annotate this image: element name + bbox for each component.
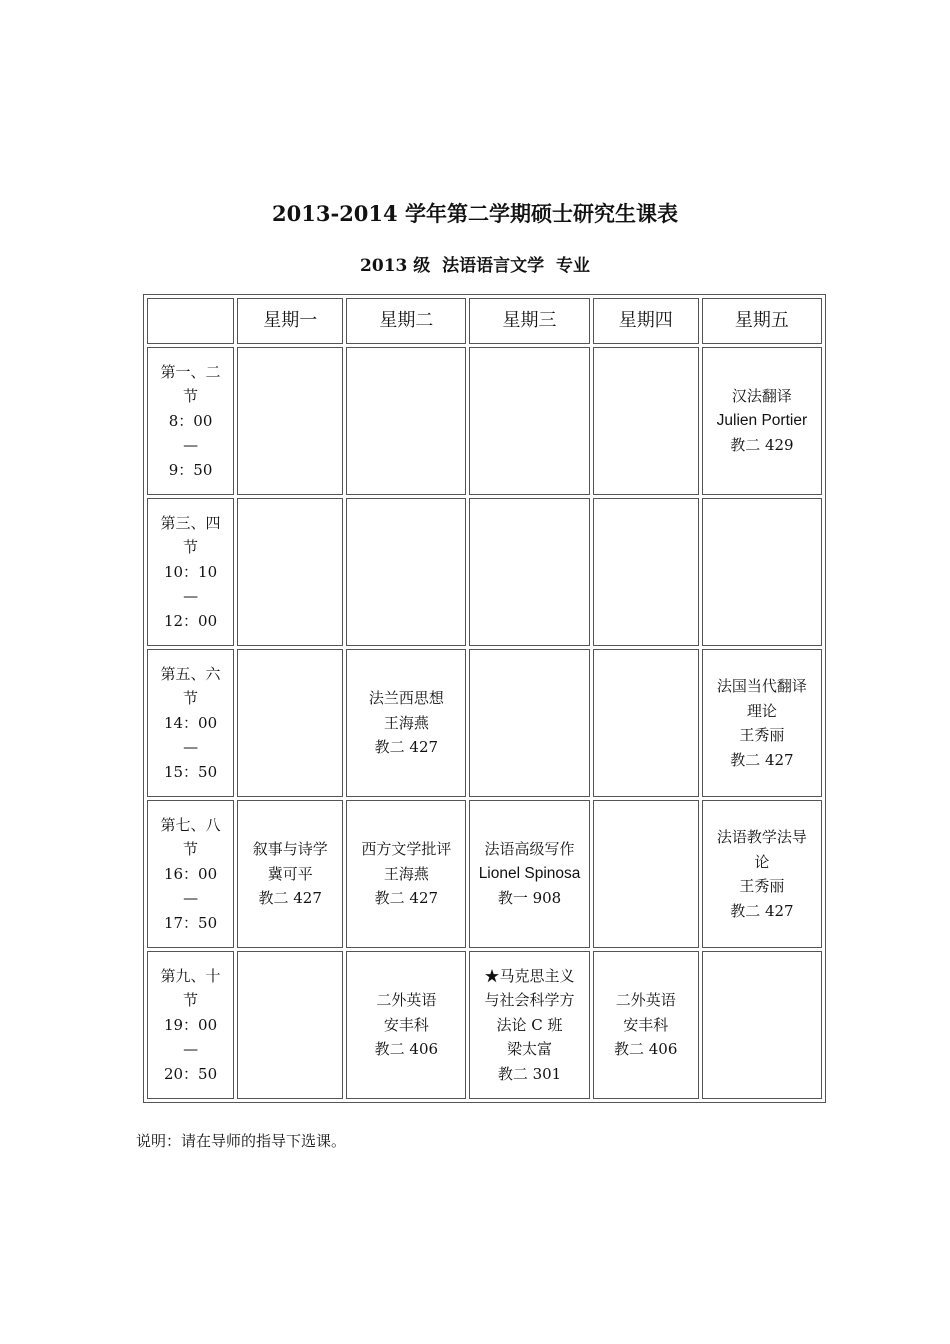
course-line: 二外英语	[615, 991, 676, 1010]
course-cell-wednesday	[469, 649, 589, 797]
course-line: 王秀丽	[739, 877, 785, 895]
course-cell-thursday	[593, 800, 699, 948]
period-line: 17：50	[163, 913, 218, 932]
day-header-wednesday: 星期三	[469, 298, 589, 344]
course-cell-thursday	[593, 347, 699, 495]
period-line: 节	[183, 689, 199, 708]
course-line: 教二 427	[730, 901, 794, 920]
period-line: 节	[183, 387, 199, 406]
course-cell-friday	[702, 649, 822, 797]
table-row	[147, 347, 822, 495]
course-line: 教一 908	[497, 889, 562, 908]
period-line: 9：50	[168, 460, 213, 479]
header-row	[147, 298, 822, 344]
course-line: 教二 427	[258, 889, 322, 908]
selection-note: 说明：请在导师的指导下选课。	[136, 1132, 347, 1150]
course-line: 法兰西思想	[368, 689, 444, 708]
table-row	[147, 951, 822, 1099]
course-line: 梁太富	[507, 1040, 553, 1059]
course-line: Julien Portier	[716, 411, 808, 429]
course-line: 教二 406	[374, 1040, 439, 1059]
period-line: 10：10	[163, 562, 218, 581]
course-line: 王海燕	[383, 864, 429, 883]
period-line: 20：50	[163, 1064, 218, 1083]
course-line: 冀可平	[267, 864, 313, 883]
period-line: 19：00	[163, 1015, 218, 1034]
course-cell-tuesday	[346, 498, 466, 646]
day-header-friday: 星期五	[702, 298, 822, 344]
course-cell-monday	[237, 951, 343, 1099]
course-cell-friday	[702, 498, 822, 646]
course-line: 教二 427	[374, 889, 439, 908]
course-cell-friday	[702, 951, 822, 1099]
course-line: 教二 429	[730, 436, 794, 455]
course-cell-monday	[237, 498, 343, 646]
period-line: 12：00	[163, 611, 218, 630]
period-line: —	[183, 1040, 199, 1059]
table-row	[147, 800, 822, 948]
course-cell-tuesday	[346, 800, 466, 948]
course-cell-friday	[702, 800, 822, 948]
course-line: 安丰科	[623, 1015, 669, 1034]
day-header-monday: 星期一	[237, 298, 343, 344]
period-line: 第一、二	[160, 362, 221, 381]
period-line: 16：00	[163, 864, 218, 883]
course-line: 法语高级写作	[484, 840, 575, 859]
course-cell-tuesday	[346, 951, 466, 1099]
period-line: 第五、六	[160, 664, 221, 683]
course-cell-wednesday	[469, 951, 589, 1099]
period-line: 8：00	[168, 411, 213, 430]
period-line: —	[183, 436, 199, 455]
schedule-title: 2013-2014 学年第二学期硕士研究生课表	[272, 201, 678, 226]
course-cell-tuesday	[346, 347, 466, 495]
schedule-subtitle	[0, 251, 950, 276]
course-line: 二外英语	[376, 991, 437, 1010]
period-line: —	[183, 587, 199, 606]
period-line: 15：50	[163, 762, 218, 781]
period-line: 节	[183, 840, 199, 859]
course-line: 法语教学法导	[716, 828, 807, 846]
grade-label: 2013 级	[360, 256, 431, 276]
period-line: —	[183, 889, 199, 908]
course-line: 理论	[746, 701, 777, 720]
table-row	[147, 498, 822, 646]
period-cell	[147, 649, 234, 797]
course-line: Lionel Spinosa	[478, 864, 581, 882]
period-cell	[147, 347, 234, 495]
major-label: 法语语言文学	[442, 256, 545, 276]
course-line: 安丰科	[383, 1015, 429, 1034]
day-header-tuesday: 星期二	[346, 298, 466, 344]
course-line: 教二 406	[614, 1040, 678, 1059]
course-line: 法国当代翻译	[716, 677, 807, 695]
course-cell-monday	[237, 347, 343, 495]
period-cell	[147, 800, 234, 948]
course-cell-wednesday	[469, 800, 589, 948]
course-cell-thursday	[593, 951, 699, 1099]
schedule-body	[147, 347, 822, 1099]
course-cell-monday	[237, 800, 343, 948]
course-line: 教二 301	[497, 1064, 562, 1083]
course-cell-tuesday	[346, 649, 466, 797]
period-line: 节	[183, 991, 199, 1010]
course-line: 教二 427	[374, 738, 439, 757]
period-line: 第九、十	[160, 966, 221, 985]
course-line: ★马克思主义	[484, 966, 575, 985]
period-line: 第三、四	[160, 513, 221, 532]
course-line: 教二 427	[730, 750, 794, 769]
period-line: 14：00	[163, 713, 218, 732]
corner-cell	[147, 298, 234, 344]
course-line: 王海燕	[383, 713, 429, 732]
period-line: 节	[183, 538, 199, 557]
course-cell-wednesday	[469, 347, 589, 495]
course-schedule-table	[143, 294, 826, 1103]
day-header-thursday: 星期四	[593, 298, 699, 344]
course-cell-monday	[237, 649, 343, 797]
period-line: 第七、八	[160, 815, 221, 834]
period-line: —	[183, 738, 199, 757]
period-cell	[147, 498, 234, 646]
course-cell-wednesday	[469, 498, 589, 646]
course-line: 汉法翻译	[731, 387, 792, 406]
course-line: 与社会科学方	[484, 991, 575, 1010]
course-line: 王秀丽	[739, 726, 785, 744]
major-suffix: 专业	[555, 256, 590, 276]
course-line: 西方文学批评	[361, 840, 452, 859]
course-line: 叙事与诗学	[252, 840, 328, 859]
course-line: 法论 C 班	[496, 1015, 563, 1034]
period-cell	[147, 951, 234, 1099]
course-cell-friday	[702, 347, 822, 495]
course-cell-thursday	[593, 649, 699, 797]
course-line: 论	[754, 852, 770, 871]
table-row	[147, 649, 822, 797]
course-cell-thursday	[593, 498, 699, 646]
